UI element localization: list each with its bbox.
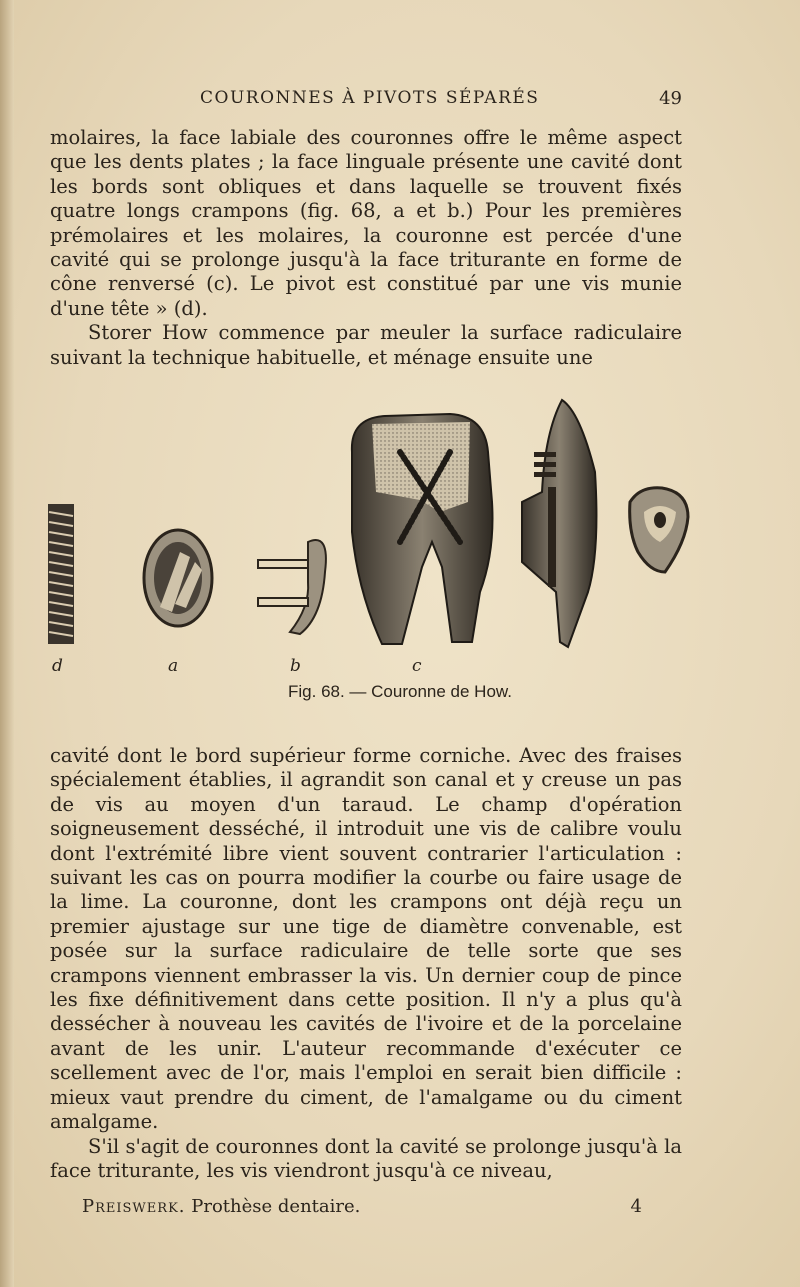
figure-label-c: c [412, 656, 422, 676]
page-footer [82, 1196, 642, 1220]
figure-caption: Fig. 68. — Couronne de How. [288, 682, 512, 701]
footer-author: Preiswerk. [82, 1196, 186, 1217]
figure-label-a: a [168, 656, 179, 676]
molar-section-drawing [352, 414, 493, 644]
screw-d-drawing [48, 504, 74, 644]
crown-c-drawing [630, 488, 688, 572]
tooth-profile-drawing [522, 400, 596, 647]
footer-book-title: Prothèse dentaire. [191, 1196, 361, 1217]
running-title: COURONNES À PIVOTS SÉPARÉS [200, 88, 540, 108]
crown-a-drawing [144, 530, 212, 626]
paragraph: S'il s'agit de couronnes dont la cavité se prolonge jusqu'à la face triturante, les vis viendront jusqu'à ce niveau, [50, 1134, 682, 1182]
body-text-top [50, 126, 682, 370]
paragraph: Storer How commence par meuler la surface radiculaire suivant la technique habituelle, et ménage ensuite une [50, 321, 682, 369]
footer-signature: 4 [630, 1196, 642, 1217]
paragraph: cavité dont le bord supérieur forme corniche. Avec des fraises spécialement établies, il agrandit son canal et y creuse un pas de vis au moyen d'un taraud. Le champ d'opération soigneusement desséché, il introduit une vis de calibre voulu dont l'extrémité libre vient souvent contrarier l'articulation : suivant les cas on pourra modifier la courbe ou faire usage de la lime. La couronne, dont les crampons ont déjà reçu un premier ajustage sur une tige de diamètre convenable, est posée sur la surface radiculaire de telle sorte que ses crampons viennent embrasser la vis. Un dernier coup de pince les fixe définitivement dans cette position. Il n'y a plus qu'à dessécher à nouveau les cavités de l'ivoire et de la porcelaine avant de les unir. L'auteur recommande d'exécuter ce scellement avec de l'or, mais l'emploi en serait bien difficile : mieux vaut prendre du ciment, de l'amalgame ou du ciment amalgame. [50, 744, 682, 1134]
crown-b-drawing [258, 540, 326, 634]
figure-illustration [40, 392, 710, 682]
body-text-bottom [50, 744, 682, 1183]
page-binding-edge [0, 0, 14, 1287]
paragraph: molaires, la face labiale des couronnes offre le même aspect que les dents plates ; la face linguale présente une cavité dont les bords sont obliques et dans laquelle se trouvent fixés quatre longs crampons (fig. 68, a et b.) Pour les premières prémolaires et les molaires, la couronne est percée d'une cavité qui se prolonge jusqu'à la face triturante en forme de cône renversé (c). Le pivot est constitué par une vis munie d'une tête » (d). [50, 126, 682, 320]
running-header [50, 88, 682, 112]
page-number: 49 [659, 88, 682, 109]
figure-label-b: b [290, 656, 301, 676]
figure-68 [40, 392, 710, 682]
figure-label-d: d [52, 656, 63, 676]
